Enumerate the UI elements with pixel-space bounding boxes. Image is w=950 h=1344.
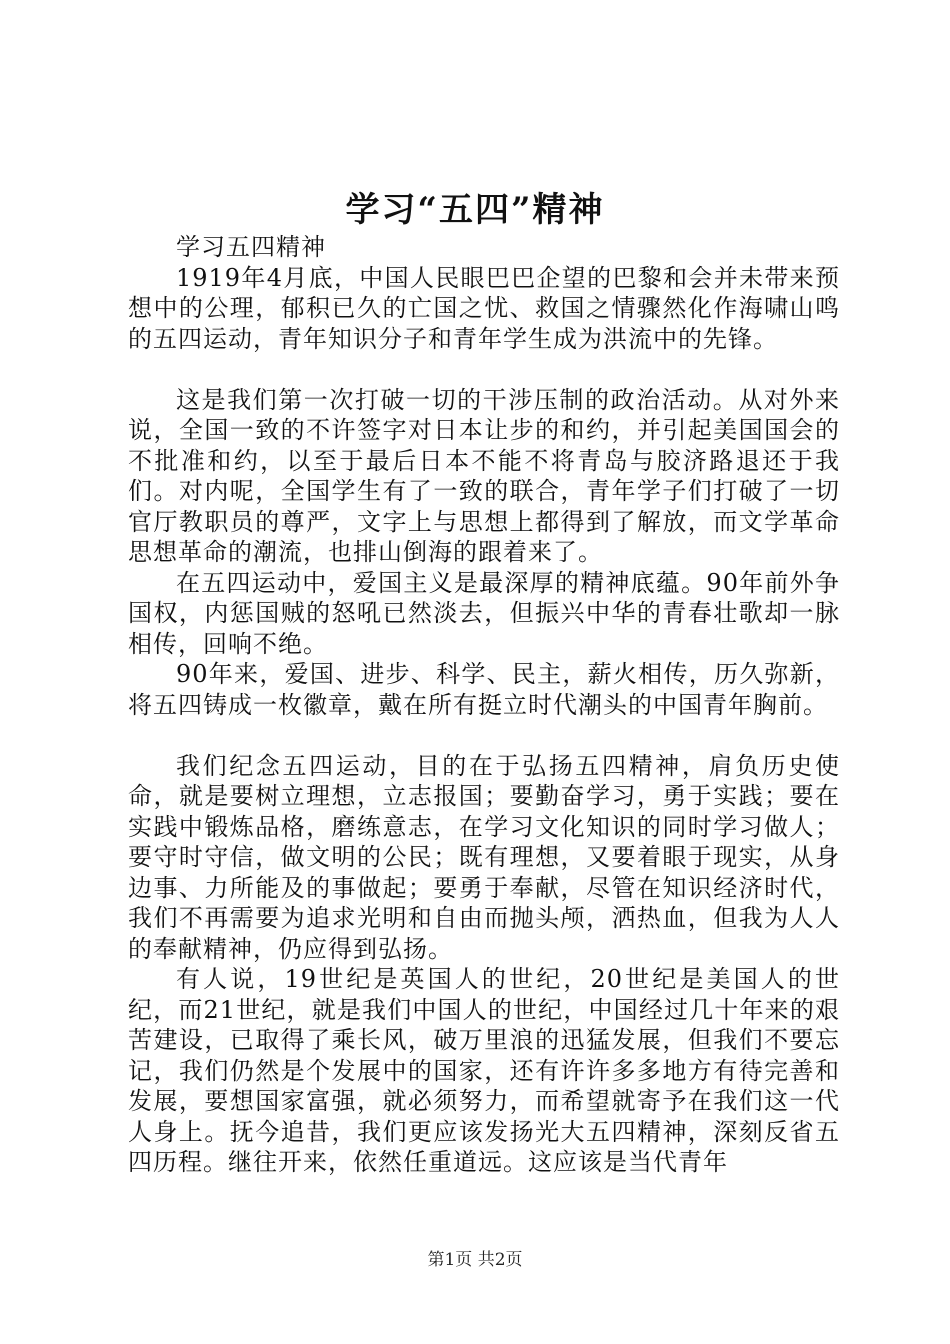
paragraph-2: 这是我们第一次打破一切的干涉压制的政治活动。从对外来说，全国一致的不许签字对日本让步的和约，并引起美国国会的不批准和约，以至于最后日本不能不将青岛与胶济路退还于我们。对内呢，全国学生有了一致的联合，青年学子们打破了一切官厅教职员的尊严，文字上与思想上都得到了解放，而文学革命思想革命的潮流，也排山倒海的跟着来了。 — [128, 385, 840, 566]
paragraph-3: 在五四运动中，爱国主义是最深厚的精神底蕴。90年前外争国权，内惩国贼的怒吼已然淡去，但振兴中华的青春壮歌却一脉相传，回响不绝。 — [128, 568, 840, 658]
paragraph-6: 有人说，19世纪是英国人的世纪，20世纪是美国人的世纪，而21世纪，就是我们中国人的世纪，中国经过几十年来的艰苦建设，已取得了乘长风，破万里浪的迅猛发展，但我们不要忘记，我们仍然是个发展中的国家，还有许许多多地方有待完善和发展，要想国家富强，就必须努力，而希望就寄予在我们这一代人身上。抚今追昔，我们更应该发扬光大五四精神，深刻反省五四历程。继往开来，依然任重道远。这应该是当代青年 — [128, 965, 840, 1176]
paragraph-5: 我们纪念五四运动，目的在于弘扬五四精神，肩负历史使命，就是要树立理想，立志报国；要勤奋学习，勇于实践；要在实践中锻炼品格，磨练意志，在学习文化知识的同时学习做人；要守时守信，做文明的公民；既有理想，又要着眼于现实，从身边事、力所能及的事做起；要勇于奉献，尽管在知识经济时代，我们不再需要为追求光明和自由而抛头颅，洒热血，但我为人人的奉献精神，仍应得到弘扬。 — [128, 751, 840, 963]
paragraph-4: 90年来，爱国、进步、科学、民主，薪火相传，历久弥新，将五四铸成一枚徽章，戴在所有挺立时代潮头的中国青年胸前。 — [128, 660, 840, 719]
document-title: 学习“五四”精神 — [345, 190, 605, 230]
paragraph-subtitle: 学习五四精神 — [176, 233, 326, 261]
document-body — [128, 232, 840, 1178]
page-footer: 第1页 共2页 — [427, 1250, 523, 1270]
paragraph-1: 1919年4月底，中国人民眼巴巴企望的巴黎和会并未带来预想中的公理，郁积已久的亡国之忧、救国之情骤然化作海啸山鸣的五四运动，青年知识分子和青年学生成为洪流中的先锋。 — [128, 263, 840, 353]
